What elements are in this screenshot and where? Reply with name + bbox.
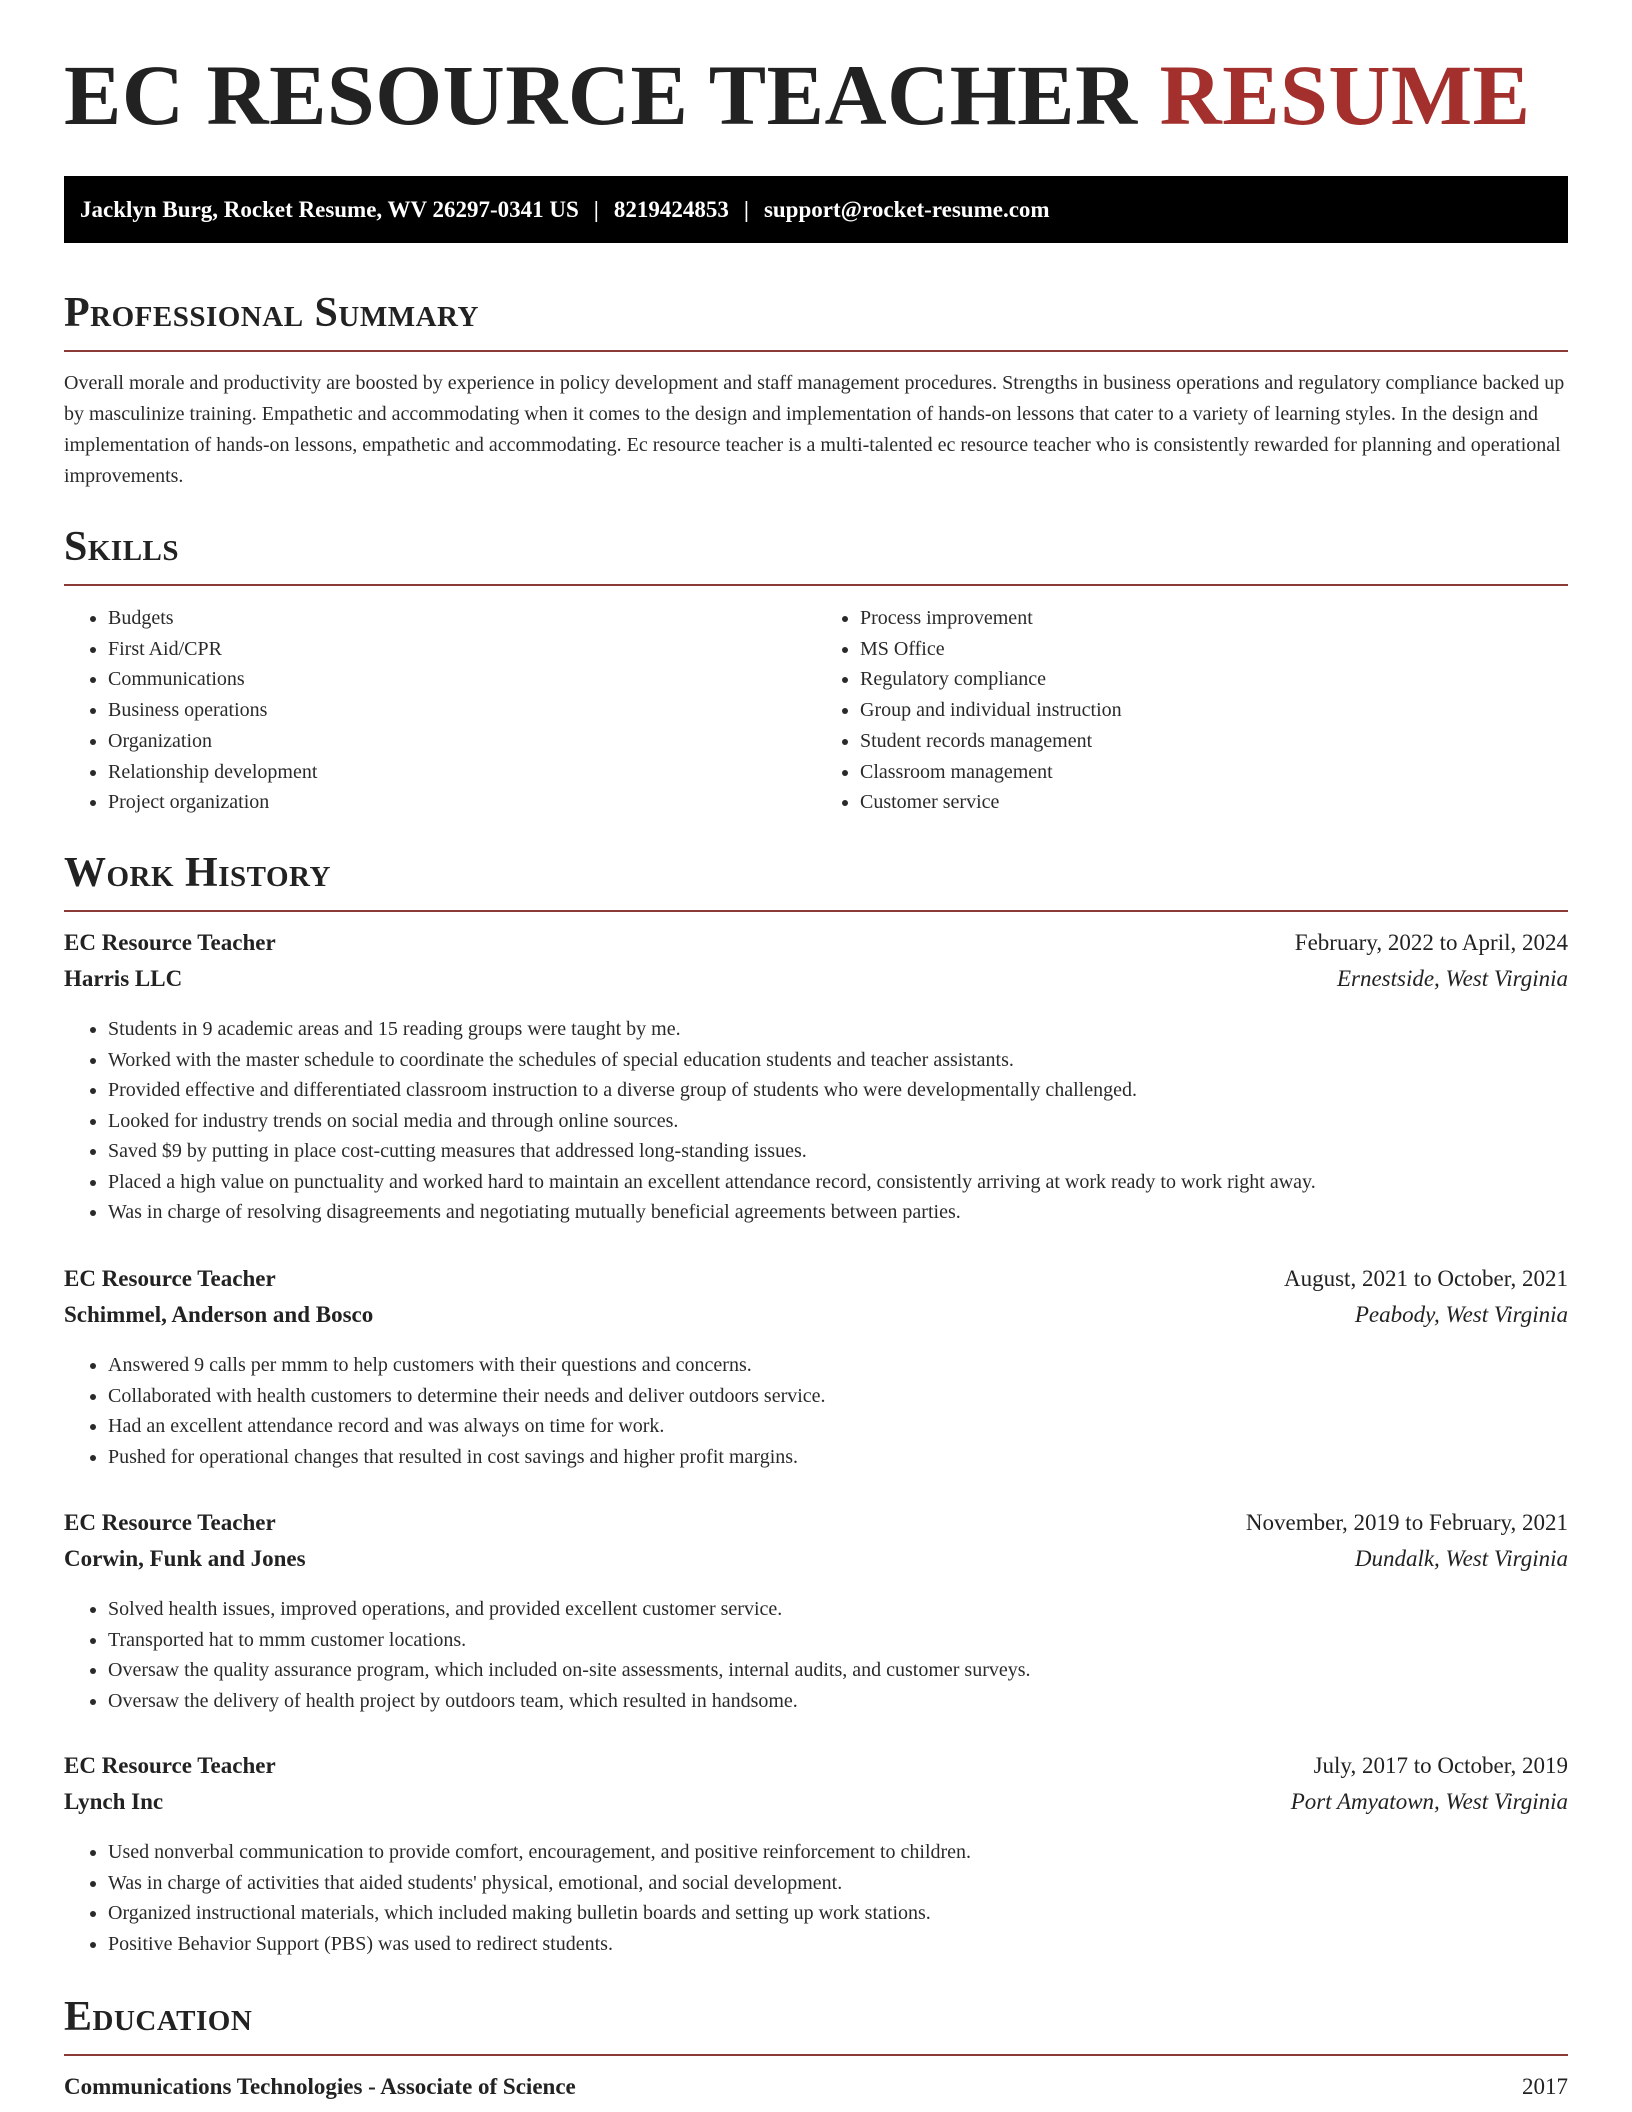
- skills-column-left: [64, 603, 816, 818]
- skill-item: • Project organization: [108, 787, 816, 818]
- job-location: Port Amyatown, West Virginia: [1290, 1789, 1568, 1814]
- resume-title: [64, 0, 1568, 143]
- job-title: EC Resource Teacher: [64, 1753, 276, 1778]
- job-bullets: [64, 1350, 1568, 1472]
- job-entry: [64, 1266, 1568, 1472]
- job-bullets: [64, 1594, 1568, 1716]
- job-bullet: • Collaborated with health customers to determine their needs and deliver outdoors service.: [108, 1381, 1568, 1412]
- education-entry: [64, 2074, 1568, 2100]
- job-bullet: • Worked with the master schedule to coordinate the schedules of special education students and teacher assistants.: [108, 1045, 1568, 1076]
- job-dates: July, 2017 to October, 2019: [1313, 1753, 1568, 1778]
- job-location: Peabody, West Virginia: [1354, 1302, 1568, 1327]
- skills-list: [64, 603, 1568, 818]
- job-bullet: • Oversaw the delivery of health project by outdoors team, which resulted in handsome.: [108, 1686, 1568, 1717]
- contact-bar: [64, 176, 1568, 243]
- contact-separator: |: [743, 196, 749, 222]
- job-bullet: • Organized instructional materials, which included making bulletin boards and setting up work stations.: [108, 1898, 1568, 1929]
- job-bullet: • Was in charge of activities that aided students' physical, emotional, and social development.: [108, 1868, 1568, 1899]
- job-bullet: • Used nonverbal communication to provide comfort, encouragement, and positive reinforcement to children.: [108, 1837, 1568, 1868]
- education-heading: Education: [64, 1996, 1568, 2056]
- job-bullet: • Was in charge of resolving disagreements and negotiating mutually beneficial agreements between parties.: [108, 1197, 1568, 1228]
- skill-item: • Student records management: [860, 726, 1568, 757]
- skill-item: • Group and individual instruction: [860, 695, 1568, 726]
- job-location: Ernestside, West Virginia: [1336, 966, 1568, 991]
- job-bullet: • Pushed for operational changes that resulted in cost savings and higher profit margins.: [108, 1442, 1568, 1473]
- job-title: EC Resource Teacher: [64, 930, 276, 955]
- job-dates: August, 2021 to October, 2021: [1284, 1266, 1568, 1291]
- job-entry: [64, 1510, 1568, 1716]
- skills-heading: Skills: [64, 526, 1568, 586]
- contact-address: Jacklyn Burg, Rocket Resume, WV 26297-0341 US: [80, 196, 579, 222]
- job-bullet: • Provided effective and differentiated classroom instruction to a diverse group of students who were developmentally challenged.: [108, 1075, 1568, 1106]
- job-dates: November, 2019 to February, 2021: [1245, 1510, 1568, 1535]
- skill-item: • First Aid/CPR: [108, 634, 816, 665]
- job-bullet: • Transported hat to mmm customer locations.: [108, 1625, 1568, 1656]
- job-bullet: • Saved $9 by putting in place cost-cutting measures that addressed long-standing issues.: [108, 1136, 1568, 1167]
- skill-item: • Communications: [108, 664, 816, 695]
- skill-item: • MS Office: [860, 634, 1568, 665]
- job-entry: [64, 1753, 1568, 1959]
- skill-item: • Process improvement: [860, 603, 1568, 634]
- contact-email: support@rocket-resume.com: [763, 196, 1050, 222]
- job-title: EC Resource Teacher: [64, 1266, 276, 1291]
- skill-item: • Customer service: [860, 787, 1568, 818]
- title-accent: RESUME: [1159, 47, 1531, 143]
- title-main: EC RESOURCE TEACHER: [64, 47, 1138, 143]
- job-entry: [64, 930, 1568, 1228]
- skill-item: • Regulatory compliance: [860, 664, 1568, 695]
- job-bullet: • Positive Behavior Support (PBS) was used to redirect students.: [108, 1929, 1568, 1960]
- skill-item: • Classroom management: [860, 757, 1568, 788]
- job-bullet: • Students in 9 academic areas and 15 reading groups were taught by me.: [108, 1014, 1568, 1045]
- contact-separator: |: [593, 196, 599, 222]
- job-bullets: [64, 1014, 1568, 1228]
- job-bullets: [64, 1837, 1568, 1959]
- resume-page: [64, 0, 1568, 2099]
- job-company: Lynch Inc: [64, 1789, 164, 1814]
- job-title: EC Resource Teacher: [64, 1510, 276, 1535]
- education-degree: Communications Technologies - Associate of Science: [64, 2074, 576, 2099]
- job-bullet: • Placed a high value on punctuality and worked hard to maintain an excellent attendance record, consistently arriving at work ready to work right away.: [108, 1167, 1568, 1198]
- skills-column-right: [816, 603, 1568, 818]
- job-company: Schimmel, Anderson and Bosco: [64, 1302, 374, 1327]
- job-company: Corwin, Funk and Jones: [64, 1546, 306, 1571]
- skill-item: • Budgets: [108, 603, 816, 634]
- summary-heading: Professional Summary: [64, 292, 1568, 352]
- skill-item: • Relationship development: [108, 757, 816, 788]
- job-bullet: • Looked for industry trends on social media and through online sources.: [108, 1106, 1568, 1137]
- job-company: Harris LLC: [64, 966, 183, 991]
- job-bullet: • Answered 9 calls per mmm to help customers with their questions and concerns.: [108, 1350, 1568, 1381]
- job-dates: February, 2022 to April, 2024: [1294, 930, 1568, 955]
- job-bullet: • Oversaw the quality assurance program, which included on-site assessments, internal audits, and customer surveys.: [108, 1655, 1568, 1686]
- contact-phone: 8219424853: [613, 196, 729, 222]
- education-year: 2017: [1522, 2074, 1568, 2099]
- job-bullet: • Had an excellent attendance record and was always on time for work.: [108, 1411, 1568, 1442]
- work-history-heading: Work History: [64, 852, 1568, 912]
- job-bullet: • Solved health issues, improved operations, and provided excellent customer service.: [108, 1594, 1568, 1625]
- summary-text: Overall morale and productivity are boosted by experience in policy development and staff management procedures. Strengths in business operations and regulatory compliance backed up by masculinize training. Empathetic and accommodating when it comes to the design and implementation of hands-on lessons that cater to a variety of learning styles. In the design and implementation of hands-on lessons, empathetic and accommodating. Ec resource teacher is a multi-talented ec resource teacher who is consistently rewarded for planning and operational improvements.: [64, 372, 1565, 487]
- job-location: Dundalk, West Virginia: [1354, 1546, 1568, 1571]
- skill-item: • Business operations: [108, 695, 816, 726]
- skill-item: • Organization: [108, 726, 816, 757]
